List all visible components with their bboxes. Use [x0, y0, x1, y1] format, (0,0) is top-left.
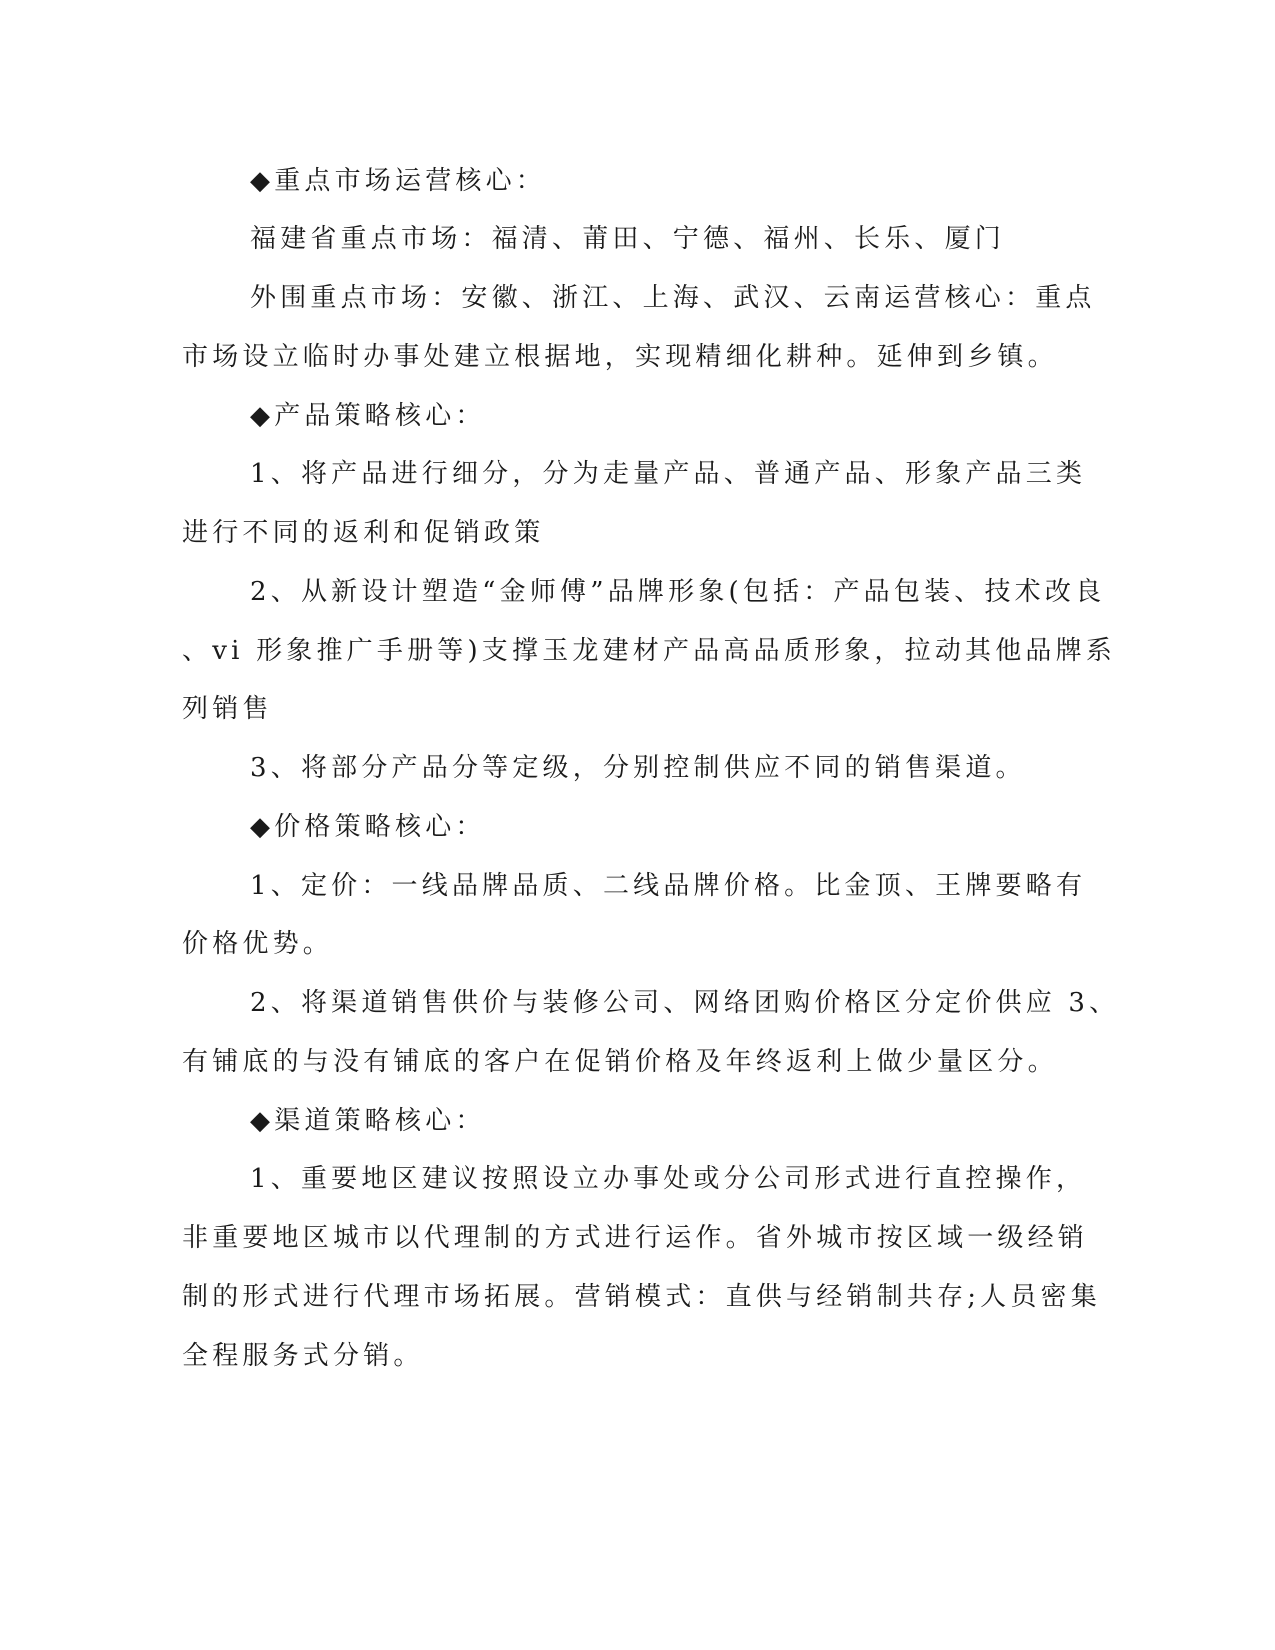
paragraph-price-item-2-cont: 有铺底的与没有铺底的客户在促销价格及年终返利上做少量区分。: [182, 1047, 1058, 1077]
paragraph-product-item-3: 3、将部分产品分等定级，分别控制供应不同的销售渠道。: [250, 753, 1026, 783]
paragraph-product-item-1-cont: 进行不同的返利和促销政策: [182, 518, 545, 548]
paragraph-fujian-key-markets: 福建省重点市场：福清、莆田、宁德、福州、长乐、厦门: [250, 224, 1006, 254]
heading-product-strategy: ◆产品策略核心：: [250, 401, 486, 431]
paragraph-price-item-1: 1、定价：一线品牌品质、二线品牌价格。比金顶、王牌要略有: [250, 871, 1087, 901]
paragraph-product-item-2-cont: 、vi 形象推广手册等)支撑玉龙建材产品高品质形象，拉动其他品牌系: [182, 636, 1117, 666]
paragraph-product-item-2: 2、从新设计塑造“金师傅”品牌形象(包括：产品包装、技术改良: [250, 577, 1106, 607]
paragraph-outer-key-markets-cont: 市场设立临时办事处建立根据地，实现精细化耕种。延伸到乡镇。: [182, 342, 1058, 372]
paragraph-channel-item-1-cont: 非重要地区城市以代理制的方式进行运作。省外城市按区域一级经销: [182, 1223, 1089, 1253]
paragraph-channel-item-1-cont-2: 制的形式进行代理市场拓展。营销模式：直供与经销制共存;人员密集: [182, 1282, 1101, 1312]
heading-key-market-operations: ◆重点市场运营核心：: [250, 166, 546, 196]
paragraph-product-item-2-end: 列销售: [182, 694, 273, 724]
paragraph-price-item-2: 2、将渠道销售供价与装修公司、网络团购价格区分定价供应 3、: [250, 988, 1120, 1018]
paragraph-product-item-1: 1、将产品进行细分，分为走量产品、普通产品、形象产品三类: [250, 459, 1087, 489]
heading-price-strategy: ◆价格策略核心：: [250, 812, 486, 842]
paragraph-outer-key-markets: 外围重点市场：安徽、浙江、上海、武汉、云南运营核心：重点: [250, 283, 1096, 313]
paragraph-channel-item-1-end: 全程服务式分销。: [182, 1341, 424, 1371]
heading-channel-strategy: ◆渠道策略核心：: [250, 1106, 486, 1136]
paragraph-price-item-1-cont: 价格优势。: [182, 929, 334, 959]
paragraph-channel-item-1: 1、重要地区建议按照设立办事处或分公司形式进行直控操作，: [250, 1164, 1087, 1194]
